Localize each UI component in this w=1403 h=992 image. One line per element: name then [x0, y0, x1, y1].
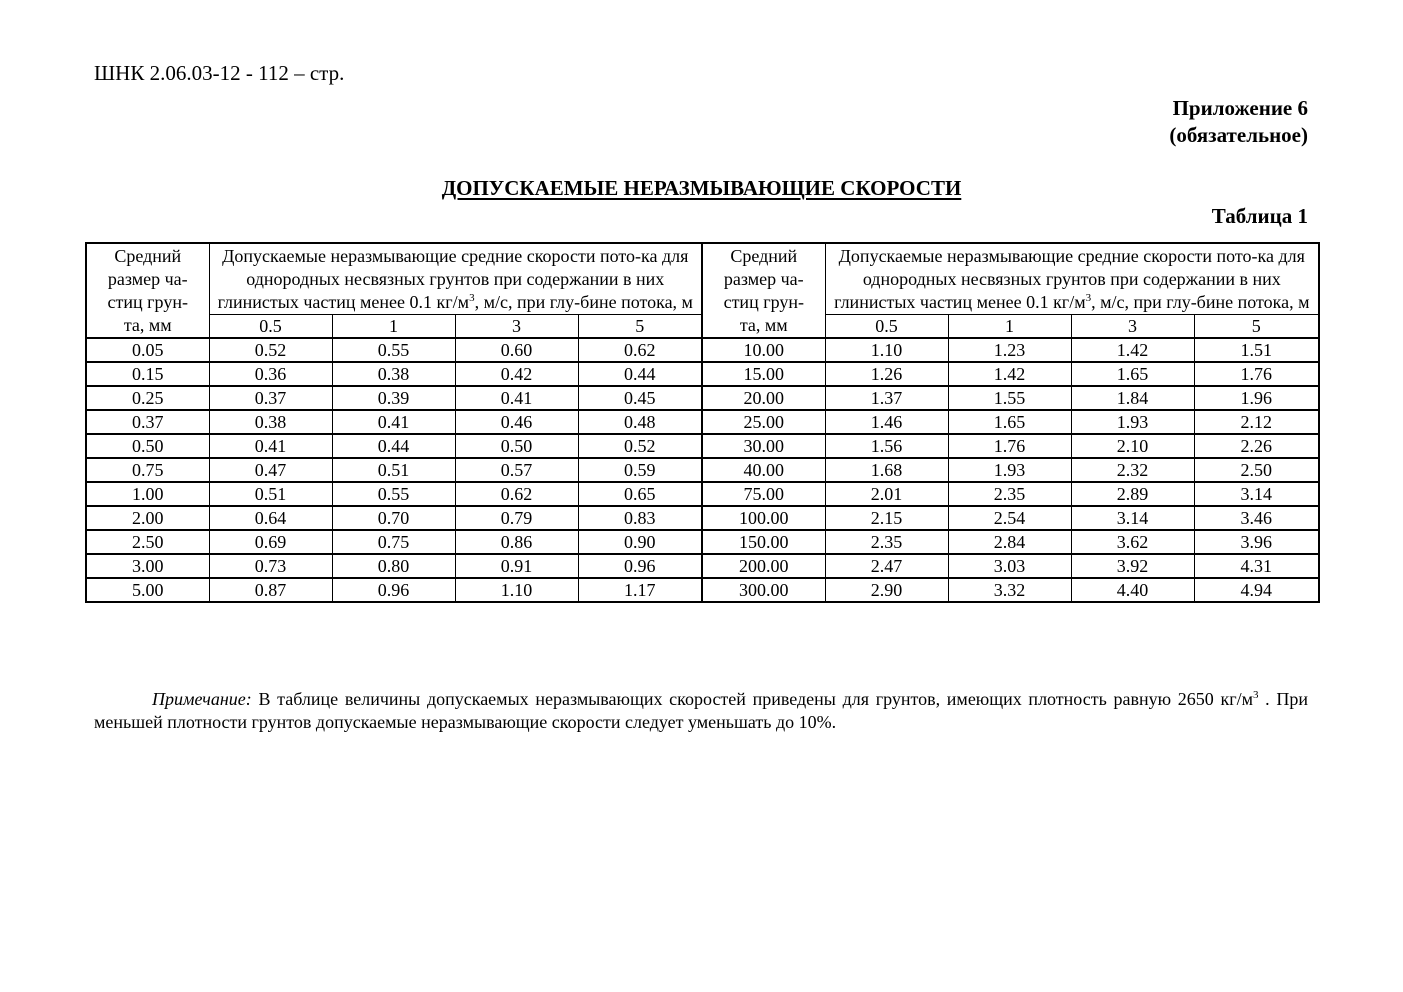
particle-size-cell: 0.05	[86, 338, 209, 362]
velocity-cell: 3.14	[1194, 482, 1319, 506]
size-column-header-right	[702, 243, 825, 338]
velocity-cell: 0.83	[578, 506, 702, 530]
particle-size-cell: 15.00	[702, 362, 825, 386]
particle-size-cell: 10.00	[702, 338, 825, 362]
velocity-group-header-right	[825, 243, 1319, 315]
velocity-cell: 1.93	[1071, 410, 1194, 434]
velocity-cell: 0.64	[209, 506, 332, 530]
velocity-cell: 2.01	[825, 482, 948, 506]
group-header-text-end: , м/с, при глу-бине потока, м	[474, 292, 693, 312]
document-code: ШНК 2.06.03-12 - 112 – стр.	[94, 61, 345, 85]
velocity-cell: 0.65	[578, 482, 702, 506]
velocity-cell: 1.10	[825, 338, 948, 362]
velocity-cell: 2.32	[1071, 458, 1194, 482]
footnote	[94, 688, 1308, 734]
depth-header: 1	[948, 315, 1071, 339]
particle-size-cell: 3.00	[86, 554, 209, 578]
velocity-cell: 0.38	[332, 362, 455, 386]
velocity-table	[85, 242, 1320, 603]
size-header-line: стиц грун-	[107, 291, 188, 312]
velocity-cell: 0.55	[332, 482, 455, 506]
size-header-line: Средний	[730, 245, 798, 266]
table-row	[86, 530, 1319, 554]
velocity-cell: 1.76	[948, 434, 1071, 458]
velocity-cell: 0.48	[578, 410, 702, 434]
velocity-cell: 0.59	[578, 458, 702, 482]
velocity-cell: 3.03	[948, 554, 1071, 578]
velocity-cell: 1.37	[825, 386, 948, 410]
velocity-cell: 3.92	[1071, 554, 1194, 578]
velocity-cell: 3.32	[948, 578, 1071, 602]
velocity-cell: 4.94	[1194, 578, 1319, 602]
velocity-cell: 0.52	[578, 434, 702, 458]
appendix-title: Приложение 6	[1172, 96, 1308, 120]
particle-size-cell: 1.00	[86, 482, 209, 506]
velocity-cell: 3.62	[1071, 530, 1194, 554]
velocity-cell: 1.46	[825, 410, 948, 434]
velocity-cell: 0.46	[455, 410, 578, 434]
depth-header: 3	[1071, 315, 1194, 339]
velocity-cell: 1.26	[825, 362, 948, 386]
velocity-cell: 1.55	[948, 386, 1071, 410]
table-body	[86, 338, 1319, 602]
particle-size-cell: 40.00	[702, 458, 825, 482]
velocity-cell: 0.45	[578, 386, 702, 410]
velocity-cell: 1.96	[1194, 386, 1319, 410]
velocity-cell: 0.69	[209, 530, 332, 554]
table-row	[86, 506, 1319, 530]
particle-size-cell: 0.50	[86, 434, 209, 458]
depth-header: 3	[455, 315, 578, 339]
particle-size-cell: 150.00	[702, 530, 825, 554]
velocity-cell: 0.62	[455, 482, 578, 506]
velocity-cell: 3.14	[1071, 506, 1194, 530]
particle-size-cell: 200.00	[702, 554, 825, 578]
velocity-cell: 0.42	[455, 362, 578, 386]
velocity-cell: 2.26	[1194, 434, 1319, 458]
velocity-cell: 0.90	[578, 530, 702, 554]
velocity-cell: 1.42	[948, 362, 1071, 386]
velocity-cell: 0.75	[332, 530, 455, 554]
page-title-text: ДОПУСКАЕМЫЕ НЕРАЗМЫВАЮЩИЕ СКОРОСТИ	[441, 176, 962, 200]
velocity-cell: 1.23	[948, 338, 1071, 362]
velocity-cell: 1.65	[1071, 362, 1194, 386]
size-header-line: размер ча-	[107, 268, 188, 289]
velocity-cell: 0.52	[209, 338, 332, 362]
group-header-sup: 3	[1085, 292, 1092, 304]
size-column-header-left	[86, 243, 209, 338]
velocity-cell: 0.44	[578, 362, 702, 386]
velocity-cell: 0.73	[209, 554, 332, 578]
depth-header: 5	[578, 315, 702, 339]
table-row	[86, 362, 1319, 386]
table-row	[86, 410, 1319, 434]
velocity-cell: 2.47	[825, 554, 948, 578]
table-row	[86, 338, 1319, 362]
particle-size-cell: 30.00	[702, 434, 825, 458]
velocity-cell: 2.84	[948, 530, 1071, 554]
velocity-cell: 0.51	[332, 458, 455, 482]
particle-size-cell: 2.50	[86, 530, 209, 554]
particle-size-cell: 25.00	[702, 410, 825, 434]
velocity-cell: 2.89	[1071, 482, 1194, 506]
particle-size-cell: 0.75	[86, 458, 209, 482]
velocity-cell: 0.96	[332, 578, 455, 602]
size-header-line: та, мм	[123, 314, 172, 335]
velocity-cell: 2.15	[825, 506, 948, 530]
footnote-text-end: . При меньшей плотности грунтов допускаемые неразмывающие скорости следует уменьшать до 10%.	[94, 689, 1308, 732]
particle-size-cell: 20.00	[702, 386, 825, 410]
page-title	[0, 175, 1403, 201]
group-header-text: Допускаемые неразмывающие средние скорости пото-ка для однородных несвязных грунтов при содержании в них глинистых частиц менее 0.1 кг/м	[834, 246, 1305, 312]
velocity-cell: 2.35	[948, 482, 1071, 506]
velocity-cell: 1.17	[578, 578, 702, 602]
velocity-cell: 0.55	[332, 338, 455, 362]
velocity-cell: 0.36	[209, 362, 332, 386]
appendix-status: (обязательное)	[1169, 123, 1308, 147]
table-row	[86, 386, 1319, 410]
velocity-cell: 1.56	[825, 434, 948, 458]
velocity-cell: 0.47	[209, 458, 332, 482]
velocity-cell: 1.68	[825, 458, 948, 482]
size-header-line: размер ча-	[723, 268, 804, 289]
velocity-cell: 1.93	[948, 458, 1071, 482]
depth-header: 0.5	[209, 315, 332, 339]
particle-size-cell: 0.15	[86, 362, 209, 386]
particle-size-cell: 300.00	[702, 578, 825, 602]
table-row	[86, 578, 1319, 602]
size-header-line: та, мм	[739, 314, 788, 335]
footnote-text: В таблице величины допускаемых неразмывающих скоростей приведены для грунтов, имеющих плотность равную 2650 кг/м	[251, 689, 1253, 709]
velocity-cell: 0.50	[455, 434, 578, 458]
velocity-cell: 0.70	[332, 506, 455, 530]
velocity-cell: 4.40	[1071, 578, 1194, 602]
group-header-sup: 3	[469, 292, 475, 304]
velocity-cell: 0.57	[455, 458, 578, 482]
velocity-cell: 1.65	[948, 410, 1071, 434]
velocity-cell: 3.96	[1194, 530, 1319, 554]
velocity-cell: 4.31	[1194, 554, 1319, 578]
velocity-cell: 1.42	[1071, 338, 1194, 362]
velocity-cell: 1.10	[455, 578, 578, 602]
velocity-cell: 2.90	[825, 578, 948, 602]
velocity-cell: 0.87	[209, 578, 332, 602]
table-row	[86, 482, 1319, 506]
depth-header: 1	[332, 315, 455, 339]
velocity-group-header-left	[209, 243, 702, 315]
velocity-cell: 0.62	[578, 338, 702, 362]
appendix-heading	[1169, 95, 1308, 149]
footnote-label: Примечание:	[152, 689, 252, 709]
velocity-cell: 1.51	[1194, 338, 1319, 362]
size-header-line: стиц грун-	[723, 291, 804, 312]
velocity-cell: 0.80	[332, 554, 455, 578]
velocity-cell: 0.39	[332, 386, 455, 410]
velocity-cell: 0.41	[209, 434, 332, 458]
velocity-cell: 0.86	[455, 530, 578, 554]
table-row	[86, 554, 1319, 578]
velocity-cell: 3.46	[1194, 506, 1319, 530]
velocity-cell: 0.41	[332, 410, 455, 434]
footnote-sup: 3	[1252, 689, 1259, 701]
table-row	[86, 434, 1319, 458]
particle-size-cell: 2.00	[86, 506, 209, 530]
depth-header: 5	[1194, 315, 1319, 339]
size-header-line: Средний	[114, 245, 182, 266]
velocity-cell: 1.84	[1071, 386, 1194, 410]
particle-size-cell: 75.00	[702, 482, 825, 506]
velocity-cell: 2.12	[1194, 410, 1319, 434]
velocity-cell: 2.50	[1194, 458, 1319, 482]
velocity-cell: 0.37	[209, 386, 332, 410]
velocity-cell: 1.76	[1194, 362, 1319, 386]
particle-size-cell: 0.37	[86, 410, 209, 434]
velocity-cell: 0.79	[455, 506, 578, 530]
particle-size-cell: 0.25	[86, 386, 209, 410]
particle-size-cell: 5.00	[86, 578, 209, 602]
velocity-cell: 2.10	[1071, 434, 1194, 458]
velocity-cell: 0.91	[455, 554, 578, 578]
velocity-cell: 0.41	[455, 386, 578, 410]
group-header-text: Допускаемые неразмывающие средние скорости пото-ка для однородных несвязных грунтов при содержании в них глинистых частиц менее 0.1 кг/м	[217, 246, 689, 312]
velocity-cell: 0.51	[209, 482, 332, 506]
velocity-cell: 2.35	[825, 530, 948, 554]
velocity-cell: 0.60	[455, 338, 578, 362]
table-row	[86, 458, 1319, 482]
velocity-cell: 0.38	[209, 410, 332, 434]
velocity-cell: 0.44	[332, 434, 455, 458]
depth-header: 0.5	[825, 315, 948, 339]
particle-size-cell: 100.00	[702, 506, 825, 530]
velocity-cell: 2.54	[948, 506, 1071, 530]
group-header-text-end: , м/с, при глу-бине потока, м	[1091, 292, 1310, 312]
velocity-cell: 0.96	[578, 554, 702, 578]
table-label: Таблица 1	[1211, 204, 1308, 228]
table-header-row	[86, 243, 1319, 315]
